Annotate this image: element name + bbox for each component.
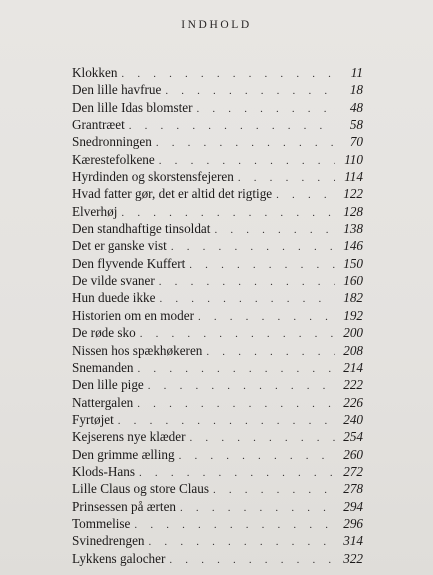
toc-entry: [72, 550, 363, 567]
toc-entry-page-number: 18: [349, 82, 363, 98]
toc-entry-title: De vilde svaner: [72, 273, 155, 289]
toc-entry-title: Den lille havfrue: [72, 82, 162, 98]
toc-entry: [72, 498, 363, 515]
page-heading: INDHOLD: [181, 19, 252, 31]
dot-leader: [189, 257, 335, 274]
toc-entry: [72, 463, 363, 480]
toc-entry-page-number: 208: [343, 342, 363, 358]
toc-entry-title: Det er ganske vist: [72, 238, 167, 254]
dot-leader: [190, 430, 335, 447]
toc-entry: [72, 133, 363, 150]
toc-entry-page-number: 322: [343, 550, 363, 566]
dot-leader: [149, 534, 335, 551]
toc-entry: [72, 446, 363, 463]
toc-entry-page-number: 296: [343, 515, 363, 531]
toc-entry: [72, 151, 363, 168]
toc-entry: [72, 307, 363, 324]
dot-leader: [206, 344, 335, 361]
dot-leader: [159, 274, 335, 291]
toc-entry-page-number: 114: [344, 169, 363, 185]
toc-entry-page-number: 58: [349, 117, 363, 133]
toc-entry: [72, 255, 363, 272]
toc-entry-page-number: 260: [343, 446, 363, 462]
toc-entry-page-number: 128: [343, 203, 363, 219]
toc-entry-page-number: 160: [343, 273, 363, 289]
toc-entry: [72, 411, 363, 428]
toc-entry: [72, 376, 363, 393]
toc-entry-title: Den lille Idas blomster: [72, 99, 193, 115]
toc-entry-title: Snemanden: [72, 359, 134, 375]
toc-entry: [72, 359, 363, 376]
toc-entry-title: Historien om en moder: [72, 307, 194, 323]
dot-leader: [156, 135, 335, 152]
toc-entry: [72, 99, 363, 116]
toc-entry-page-number: 294: [343, 498, 363, 514]
toc-entry: [72, 272, 363, 289]
toc-entry: [72, 394, 363, 411]
toc-entry-title: Kejserens nye klæder: [72, 429, 186, 445]
toc-entry-title: Klokken: [72, 65, 118, 80]
toc-entry-page-number: 110: [344, 151, 363, 167]
toc-entry-page-number: 11: [350, 65, 363, 80]
toc-entry-page-number: 182: [343, 290, 363, 306]
toc-entry-title: Fyrtøjet: [72, 411, 114, 427]
toc-entry: [72, 532, 363, 549]
toc-entry-title: Den lille pige: [72, 377, 144, 393]
dot-leader: [180, 500, 335, 517]
toc-entry-page-number: 226: [343, 394, 363, 410]
dot-leader: [197, 101, 336, 118]
toc-entry-page-number: 222: [343, 377, 363, 393]
toc-entry-page-number: 272: [343, 463, 363, 479]
toc-entry-title: Lykkens galocher: [72, 550, 166, 566]
toc-entry-page-number: 70: [349, 134, 363, 150]
toc-entry-title: Lille Claus og store Claus: [72, 481, 209, 497]
toc-entry: [72, 289, 363, 306]
toc-entry: [72, 324, 363, 341]
toc-entry-title: Hun duede ikke: [72, 290, 156, 306]
toc-entry-page-number: 240: [343, 411, 363, 427]
dot-leader: [129, 118, 335, 135]
toc-entry: [72, 220, 363, 237]
dot-leader: [137, 396, 335, 413]
toc-entry-page-number: 200: [343, 325, 363, 341]
toc-entry-title: Hvad fatter gør, det er altid det rigtige: [72, 186, 273, 202]
dot-leader: [198, 309, 335, 326]
dot-leader: [171, 239, 335, 256]
dot-leader: [179, 448, 335, 465]
toc-entry-title: Hyrdinden og skorstensfejeren: [72, 169, 234, 185]
dot-leader: [214, 222, 335, 239]
toc-entry-title: Kærestefolkene: [72, 151, 155, 167]
toc-entry: [72, 342, 363, 359]
dot-leader: [276, 187, 335, 204]
toc-entry-page-number: 48: [349, 99, 363, 115]
toc-entry-title: Nissen hos spækhøkeren: [72, 342, 203, 358]
toc-entry-title: Nattergalen: [72, 394, 134, 410]
toc-entry-title: Klods-Hans: [72, 463, 136, 479]
toc-entry-title: Tommelise: [72, 515, 131, 531]
table-of-contents: [72, 64, 363, 567]
toc-entry: [72, 185, 363, 202]
dot-leader: [148, 378, 335, 395]
dot-leader: [213, 482, 335, 499]
toc-entry-title: Svinedrengen: [72, 533, 145, 549]
toc-entry-page-number: 254: [343, 429, 363, 445]
toc-entry: [72, 428, 363, 445]
toc-entry: [72, 168, 363, 185]
toc-entry-page-number: 146: [343, 238, 363, 254]
toc-entry-title: Grantræet: [72, 117, 125, 133]
toc-entry: [72, 237, 363, 254]
toc-entry-page-number: 150: [343, 255, 363, 271]
toc-entry: [72, 203, 363, 220]
toc-entry-title: Den flyvende Kuffert: [72, 255, 186, 271]
dot-leader: [138, 361, 335, 378]
toc-entry-title: Elverhøj: [72, 203, 118, 219]
toc-entry-title: Prinsessen på ærten: [72, 498, 177, 514]
toc-entry-page-number: 214: [343, 359, 363, 375]
toc-entry-title: Den grimme ælling: [72, 446, 175, 462]
toc-entry-title: Den standhaftige tinsoldat: [72, 221, 211, 237]
toc-entry-title: Snedronningen: [72, 134, 152, 150]
toc-entry: [72, 64, 363, 81]
toc-entry: [72, 81, 363, 98]
toc-entry: [72, 116, 363, 133]
toc-entry-page-number: 122: [343, 186, 363, 202]
toc-entry-page-number: 314: [343, 533, 363, 549]
toc-entry-page-number: 192: [343, 307, 363, 323]
toc-entry-page-number: 278: [343, 481, 363, 497]
toc-entry: [72, 515, 363, 532]
dot-leader: [134, 517, 335, 534]
dot-leader: [169, 552, 335, 569]
toc-entry: [72, 480, 363, 497]
toc-entry-page-number: 138: [343, 221, 363, 237]
toc-entry-title: De røde sko: [72, 325, 136, 341]
